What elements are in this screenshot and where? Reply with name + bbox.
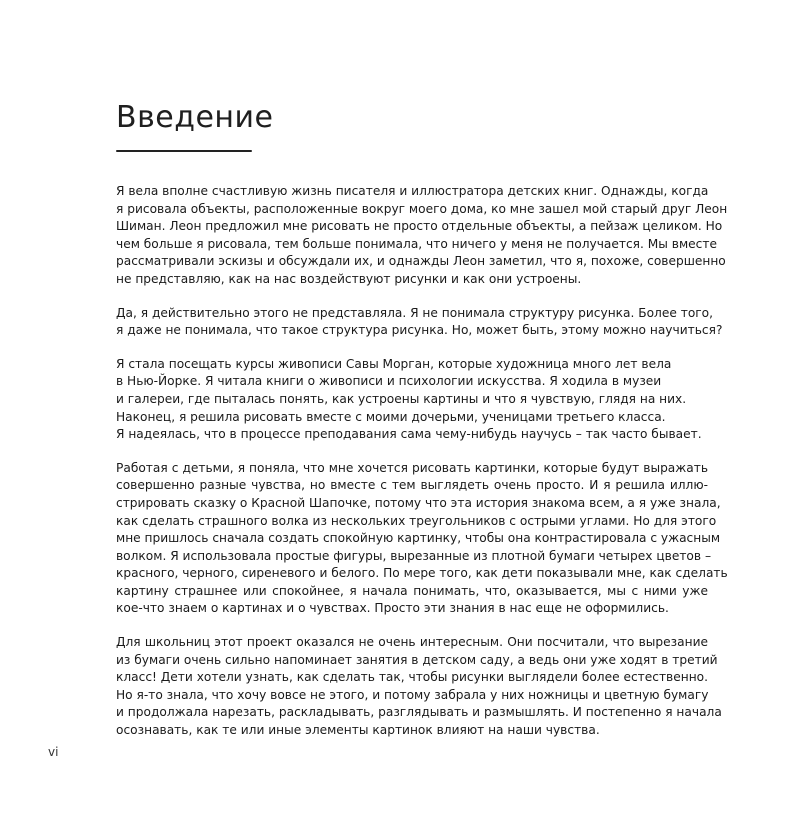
text-line: как сделать страшного волка из нескольких треугольников с острыми углами. Но для этого [116,513,717,528]
text-line: волком. Я использовала простые фигуры, вырезанные из плотной бумаги четырех цветов – [116,548,712,563]
text-line: класс! Дети хотели узнать, как сделать так, чтобы рисунки выглядели более естественно. [116,670,708,685]
text-line: стрировать сказку о Красной Шапочке, потому что эта история знакома всем, а я уже знала, [116,495,721,510]
body-text [116,183,728,756]
text-line: я рисовала объекты, расположенные вокруг моего дома, ко мне зашел мой старый друг Леон [116,201,728,216]
paragraph-3 [116,356,708,444]
text-line: Но я-то знала, что хочу вовсе не этого, и потому забрала у них ножницы и цветную бумагу [116,687,709,702]
text-line: Да, я действительно этого не представляла. Я не понимала структуру рисунка. Более того, [116,305,714,320]
paragraph-4 [116,460,728,618]
text-line: Работая с детьми, я поняла, что мне хочется рисовать картинки, которые будут выражать [116,460,708,475]
text-line: Я стала посещать курсы живописи Савы Морган, которые художница много лет вела [116,356,672,371]
text-line: рассматривали эскизы и обсуждали их, и однажды Леон заметил, что я, похоже, совершенно [116,254,726,269]
paragraph-5 [116,634,722,740]
text-line: мне пришлось сначала создать спокойную картинку, чтобы она контрастировала с ужасным [116,531,721,546]
text-line: Наконец, я решила рисовать вместе с моими дочерьми, ученицами третьего класса. [116,409,666,424]
text-line: Для школьниц этот проект оказался не очень интересным. Они посчитали, что вырезание [116,635,708,650]
text-line: осознавать, как те или иные элементы картинок влияют на наши чувства. [116,723,600,738]
text-line: из бумаги очень сильно напоминает занятия в детском саду, а ведь они уже ходят в третий [116,652,718,667]
text-line: я даже не понимала, что такое структура рисунка. Но, может быть, этому можно научиться? [116,323,723,338]
page-number: vi [48,745,59,759]
text-line: Шиман. Леон предложил мне рисовать не просто отдельные объекты, а пейзаж целиком. Но [116,219,723,234]
text-line: не представляю, как на нас воздействуют рисунки и как они устроены. [116,271,582,286]
title-underline [116,150,252,152]
text-line: и галереи, где пыталась понять, как устроены картины и что я чувствую, глядя на них. [116,391,687,406]
text-line: Я вела вполне счастливую жизнь писателя и иллюстратора детских книг. Однажды, когда [116,184,709,198]
paragraph-2 [116,305,723,340]
text-line: кое-что знаем о картинах и о чувствах. Просто эти знания в нас еще не оформились. [116,601,669,616]
text-line: Я надеялась, что в процессе преподавания сама чему-нибудь научусь – так часто бывает. [116,427,702,442]
text-line: красного, черного, сиреневого и белого. По мере того, как дети показывали мне, как сделать [116,566,728,581]
text-line: в Нью-Йорке. Я читала книги о живописи и психологии искусства. Я ходила в музеи [116,374,662,389]
text-line: чем больше я рисовала, тем больше понимала, что ничего у меня не получается. Мы вместе [116,236,717,251]
text-line: и продолжала нарезать, раскладывать, разглядывать и размышлять. И постепенно я начала [116,705,722,720]
paragraph-1 [116,183,728,289]
text-line: совершенно разные чувства, но вместе с тем выглядеть очень просто. И я решила иллю- [116,478,708,493]
page-title: Введение [116,100,274,135]
text-line: картину страшнее или спокойнее, я начала понимать, что, оказывается, мы с ними уже [116,583,708,598]
